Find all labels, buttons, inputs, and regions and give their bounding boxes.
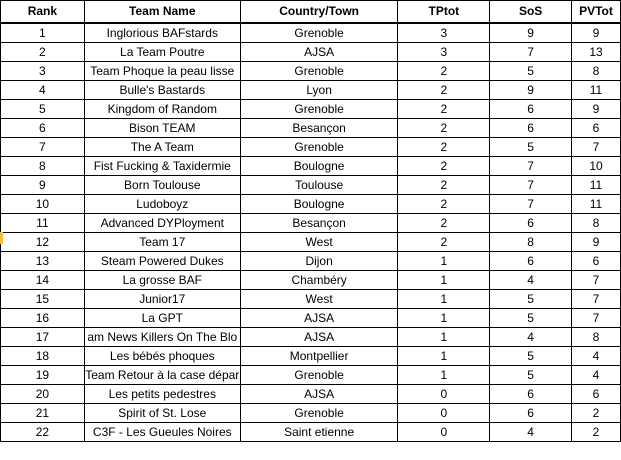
country-town-cell[interactable]: Lyon	[240, 81, 398, 100]
tptot-cell[interactable]: 1	[398, 347, 490, 366]
pvtot-cell[interactable]: 6	[572, 119, 621, 138]
table-row	[1, 309, 621, 328]
tptot-cell[interactable]: 1	[398, 290, 490, 309]
rank-cell[interactable]: 10	[1, 195, 85, 214]
header-country-town[interactable]: Country/Town	[240, 1, 398, 24]
country-town-cell[interactable]: Besançon	[240, 119, 398, 138]
table-row	[1, 404, 621, 423]
rank-cell[interactable]: 22	[1, 423, 85, 442]
tptot-cell[interactable]: 2	[398, 100, 490, 119]
tptot-cell[interactable]: 1	[398, 309, 490, 328]
header-tptot[interactable]: TPtot	[398, 1, 490, 24]
pvtot-cell[interactable]: 4	[572, 366, 621, 385]
pvtot-cell[interactable]: 6	[572, 385, 621, 404]
team-name-cell[interactable]: C3F - Les Gueules Noires	[84, 423, 240, 442]
sos-cell[interactable]: 4	[490, 328, 572, 347]
sos-cell[interactable]: 6	[490, 214, 572, 233]
country-town-cell[interactable]: Toulouse	[240, 176, 398, 195]
team-name-cell[interactable]: am News Killers On The Blo	[84, 328, 240, 347]
country-town-cell[interactable]: AJSA	[240, 328, 398, 347]
sos-cell[interactable]: 6	[490, 100, 572, 119]
header-pvtot[interactable]: PVTot	[572, 1, 621, 24]
team-name-cell[interactable]: Ludoboyz	[84, 195, 240, 214]
pvtot-cell[interactable]: 7	[572, 290, 621, 309]
pvtot-cell[interactable]: 10	[572, 157, 621, 176]
pvtot-cell[interactable]: 2	[572, 404, 621, 423]
pvtot-cell[interactable]: 9	[572, 233, 621, 252]
rank-cell[interactable]: 14	[1, 271, 85, 290]
country-town-cell[interactable]: Montpellier	[240, 347, 398, 366]
sos-cell[interactable]: 5	[490, 309, 572, 328]
rank-cell[interactable]: 9	[1, 176, 85, 195]
row-selection-marker	[0, 232, 3, 244]
pvtot-cell[interactable]: 8	[572, 62, 621, 81]
rank-cell[interactable]: 3	[1, 62, 85, 81]
rank-cell[interactable]: 13	[1, 252, 85, 271]
team-name-cell[interactable]: The A Team	[84, 138, 240, 157]
team-name-cell[interactable]: Bison TEAM	[84, 119, 240, 138]
pvtot-cell[interactable]: 7	[572, 271, 621, 290]
tptot-cell[interactable]: 1	[398, 366, 490, 385]
sos-cell[interactable]: 6	[490, 252, 572, 271]
tptot-cell[interactable]: 2	[398, 62, 490, 81]
team-name-cell[interactable]: Team Phoque la peau lisse	[84, 62, 240, 81]
tptot-cell[interactable]: 0	[398, 385, 490, 404]
tptot-cell[interactable]: 2	[398, 214, 490, 233]
pvtot-cell[interactable]: 11	[572, 195, 621, 214]
rank-cell[interactable]: 21	[1, 404, 85, 423]
rank-cell[interactable]: 11	[1, 214, 85, 233]
pvtot-cell[interactable]: 7	[572, 138, 621, 157]
header-sos[interactable]: SoS	[490, 1, 572, 24]
tptot-cell[interactable]: 0	[398, 423, 490, 442]
tptot-cell[interactable]: 1	[398, 271, 490, 290]
country-town-cell[interactable]: AJSA	[240, 43, 398, 62]
table-row	[1, 195, 621, 214]
team-name-cell[interactable]: Advanced DYPloyment	[84, 214, 240, 233]
pvtot-cell[interactable]: 2	[572, 423, 621, 442]
country-town-cell[interactable]: Grenoble	[240, 366, 398, 385]
table-row	[1, 62, 621, 81]
country-town-cell[interactable]: Chambéry	[240, 271, 398, 290]
sos-cell[interactable]: 5	[490, 62, 572, 81]
table-row	[1, 81, 621, 100]
table-row	[1, 347, 621, 366]
tptot-cell[interactable]: 2	[398, 138, 490, 157]
sos-cell[interactable]: 9	[490, 23, 572, 43]
sos-cell[interactable]: 6	[490, 404, 572, 423]
table-row	[1, 271, 621, 290]
rank-cell[interactable]: 8	[1, 157, 85, 176]
tptot-cell[interactable]: 2	[398, 233, 490, 252]
pvtot-cell[interactable]: 8	[572, 214, 621, 233]
rank-cell[interactable]: 19	[1, 366, 85, 385]
rank-cell[interactable]: 12	[1, 233, 85, 252]
country-town-cell[interactable]: Boulogne	[240, 195, 398, 214]
rank-cell[interactable]: 16	[1, 309, 85, 328]
sos-cell[interactable]: 5	[490, 290, 572, 309]
pvtot-cell[interactable]: 13	[572, 43, 621, 62]
country-town-cell[interactable]: AJSA	[240, 309, 398, 328]
pvtot-cell[interactable]: 9	[572, 100, 621, 119]
rank-cell[interactable]: 7	[1, 138, 85, 157]
table-row	[1, 252, 621, 271]
table-row	[1, 328, 621, 347]
table-row	[1, 100, 621, 119]
rank-cell[interactable]: 1	[1, 23, 85, 43]
sos-cell[interactable]: 6	[490, 385, 572, 404]
country-town-cell[interactable]: AJSA	[240, 385, 398, 404]
sos-cell[interactable]: 7	[490, 43, 572, 62]
team-name-cell[interactable]: Bulle's Bastards	[84, 81, 240, 100]
table-row	[1, 366, 621, 385]
rank-cell[interactable]: 6	[1, 119, 85, 138]
team-name-cell[interactable]: Kingdom of Random	[84, 100, 240, 119]
sos-cell[interactable]: 5	[490, 366, 572, 385]
sos-cell[interactable]: 5	[490, 138, 572, 157]
sos-cell[interactable]: 4	[490, 271, 572, 290]
country-town-cell[interactable]: Besançon	[240, 214, 398, 233]
team-name-cell[interactable]: Inglorious BAFstards	[84, 23, 240, 43]
team-name-cell[interactable]: Born Toulouse	[84, 176, 240, 195]
sos-cell[interactable]: 7	[490, 176, 572, 195]
rank-cell[interactable]: 18	[1, 347, 85, 366]
table-body	[1, 23, 621, 442]
rank-cell[interactable]: 17	[1, 328, 85, 347]
tptot-cell[interactable]: 0	[398, 404, 490, 423]
table-row	[1, 157, 621, 176]
table-row	[1, 23, 621, 43]
tptot-cell[interactable]: 3	[398, 43, 490, 62]
country-town-cell[interactable]: Grenoble	[240, 100, 398, 119]
pvtot-cell[interactable]: 8	[572, 328, 621, 347]
sos-cell[interactable]: 5	[490, 347, 572, 366]
country-town-cell[interactable]: Grenoble	[240, 23, 398, 43]
pvtot-cell[interactable]: 11	[572, 176, 621, 195]
tptot-cell[interactable]: 3	[398, 23, 490, 43]
team-name-cell[interactable]: Team 17	[84, 233, 240, 252]
country-town-cell[interactable]: West	[240, 290, 398, 309]
pvtot-cell[interactable]: 7	[572, 309, 621, 328]
header-rank[interactable]: Rank	[1, 1, 85, 24]
table-row	[1, 385, 621, 404]
pvtot-cell[interactable]: 9	[572, 23, 621, 43]
table-row	[1, 214, 621, 233]
tptot-cell[interactable]: 2	[398, 195, 490, 214]
table-row	[1, 290, 621, 309]
sos-cell[interactable]: 7	[490, 157, 572, 176]
tptot-cell[interactable]: 2	[398, 157, 490, 176]
country-town-cell[interactable]: West	[240, 233, 398, 252]
team-name-cell[interactable]: Steam Powered Dukes	[84, 252, 240, 271]
country-town-cell[interactable]: Grenoble	[240, 138, 398, 157]
sos-cell[interactable]: 6	[490, 119, 572, 138]
pvtot-cell[interactable]: 4	[572, 347, 621, 366]
pvtot-cell[interactable]: 6	[572, 252, 621, 271]
tptot-cell[interactable]: 2	[398, 176, 490, 195]
pvtot-cell[interactable]: 11	[572, 81, 621, 100]
team-name-cell[interactable]: Team Retour à la case dépar	[84, 366, 240, 385]
team-name-cell[interactable]: Spirit of St. Lose	[84, 404, 240, 423]
team-name-cell[interactable]: La GPT	[84, 309, 240, 328]
tptot-cell[interactable]: 1	[398, 328, 490, 347]
tptot-cell[interactable]: 2	[398, 119, 490, 138]
country-town-cell[interactable]: Grenoble	[240, 404, 398, 423]
country-town-cell[interactable]: Grenoble	[240, 62, 398, 81]
country-town-cell[interactable]: Boulogne	[240, 157, 398, 176]
sos-cell[interactable]: 8	[490, 233, 572, 252]
rank-cell[interactable]: 2	[1, 43, 85, 62]
team-name-cell[interactable]: La grosse BAF	[84, 271, 240, 290]
rank-cell[interactable]: 20	[1, 385, 85, 404]
rank-cell[interactable]: 15	[1, 290, 85, 309]
table-row	[1, 43, 621, 62]
header-team-name[interactable]: Team Name	[84, 1, 240, 24]
table-row	[1, 423, 621, 442]
table-row	[1, 176, 621, 195]
sos-cell[interactable]: 9	[490, 81, 572, 100]
country-town-cell[interactable]: Saint etienne	[240, 423, 398, 442]
tptot-cell[interactable]: 2	[398, 81, 490, 100]
table-row	[1, 119, 621, 138]
table-row	[1, 138, 621, 157]
header-row	[1, 1, 621, 24]
sos-cell[interactable]: 7	[490, 195, 572, 214]
rank-cell[interactable]: 5	[1, 100, 85, 119]
tptot-cell[interactable]: 1	[398, 252, 490, 271]
team-name-cell[interactable]: Fist Fucking & Taxidermie	[84, 157, 240, 176]
table-row	[1, 233, 621, 252]
sos-cell[interactable]: 4	[490, 423, 572, 442]
rank-cell[interactable]: 4	[1, 81, 85, 100]
team-name-cell[interactable]: Les petits pedestres	[84, 385, 240, 404]
team-name-cell[interactable]: Junior17	[84, 290, 240, 309]
team-name-cell[interactable]: Les bébés phoques	[84, 347, 240, 366]
country-town-cell[interactable]: Dijon	[240, 252, 398, 271]
team-name-cell[interactable]: La Team Poutre	[84, 43, 240, 62]
